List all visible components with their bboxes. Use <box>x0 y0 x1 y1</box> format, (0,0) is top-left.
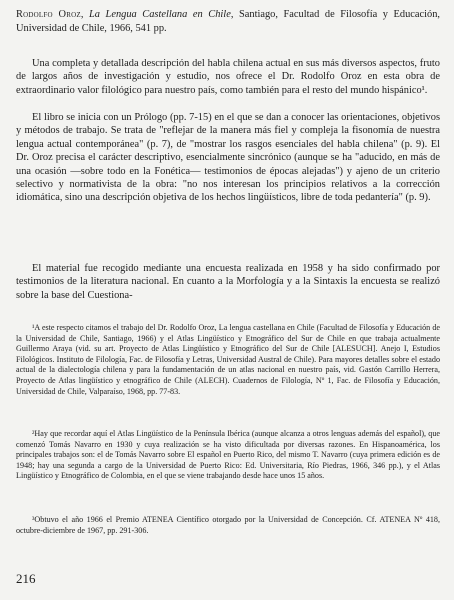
footnote-2: ²Hay que recordar aquí el Atlas Lingüístico de la Península Ibérica (aunque alcanza a otros lenguas además del español), que comenzó Tomás Navarro en 1930 y cuya realización se ha visto dificultada por diversas razones. En Hispanoamérica, los principales trabajos son: el de Tomás Navarro sobre El español en Puerto Rico, del mismo T. Navarro (cuya primera edición es de 1948; hay una segunda a cargo de la Universidad de Puerto Rico: Ed. Universitaria, Río Piedras, 1966, 346 pp.), y el Atlas Lingüístico y Etnográfico de Colombia, en el que se viene trabajando desde hace unos 15 años. <box>16 429 440 481</box>
page-number: 216 <box>16 571 36 586</box>
review-book-title: La Lengua Castellana en Chile <box>89 9 231 20</box>
review-author: Rodolfo Oroz <box>16 9 81 20</box>
review-publication-info: , Santiago, Facultad de Filosofía y Educación, Universidad de Chile, 1966, 541 pp. <box>16 9 441 34</box>
body-paragraph-1: Una completa y detallada descripción del habla chilena actual en sus más diversos aspectos, fruto de largos años de investigación y estudio, nos ofrece el Dr. Rodolfo Oroz en esta obra de extraordinario valor filológico para nuestro país, como también para el resto del mundo hispánico¹. <box>16 58 440 96</box>
body-paragraph-2: El libro se inicia con un Prólogo (pp. 7-15) en el que se dan a conocer las orientaciones, objetivos y métodos de trabajo. Se trata de "reflejar de la manera más fiel y compleja la fisonomía de nuestra lengua actual contemporánea" (p. 7), de "mostrar los rasgos esenciales del habla chilena" (p. 9). El Dr. Oroz precisa el carácter descriptivo, esencialmente sincrónico (aunque se ha "aducido, en más de una ocasión —sobre todo en la Fonética— testimonios de épocas alejadas") y ajeno de un criterio selectivo y normativista de la obra: "no nos interesan los principios relativos a la corrección idiomática, sino una descripción objetiva de los hechos lingüísticos, libre de toda pedantería" (p. 9). <box>16 112 440 204</box>
footnote-3: ³Obtuvo el año 1966 el Premio ATENEA Científico otorgado por la Universidad de Concepción. Cf. ATENEA Nº 418, octubre-diciembre de 1967, pp. 291-306. <box>16 515 440 535</box>
review-header: Rodolfo Oroz, La Lengua Castellana en Chile, Santiago, Facultad de Filosofía y Educación, Universidad de Chile, 1966, 541 pp. <box>16 9 441 34</box>
body-paragraph-3: El material fue recogido mediante una encuesta realizada en 1958 y ha sido confirmado por testimonios de la literatura nacional. En cuanto a la Morfología y a la Sintaxis la encuesta se realizó sobre la base del Cuestiona- <box>16 263 440 301</box>
footnote-1: ¹A este respecto citamos el trabajo del Dr. Rodolfo Oroz, La lengua castellana en Chile (Facultad de Filosofía y Educación de la Universidad de Chile, Santiago, 1966) y el Atlas Lingüístico y Etnográfico del Sur de Chile en que trabaja actualmente Guillermo Araya (vid. su art. Proyecto de Atlas Lingüístico y Etnográfico del Sur de Chile [ALESUCH]. Anejo I, Estudios Filológicos. Instituto de Filología, Fac. de Filosofía y Letras, Universidad Austral de Chile). Para mayores detalles sobre el estado actual de la dialectología chilena y para la fundamentación de un atlas nacional en nuestro país, vid. Gastón Carrillo Herrera, Proyecto de Atlas lingüístico y etnográfico de Chile (ALECH). Cuadernos de Filología, Nº 1, Fac. de Filosofía y Educación, Universidad de Chile, Valparaíso, 1968, pp. 77-83. <box>16 323 440 396</box>
